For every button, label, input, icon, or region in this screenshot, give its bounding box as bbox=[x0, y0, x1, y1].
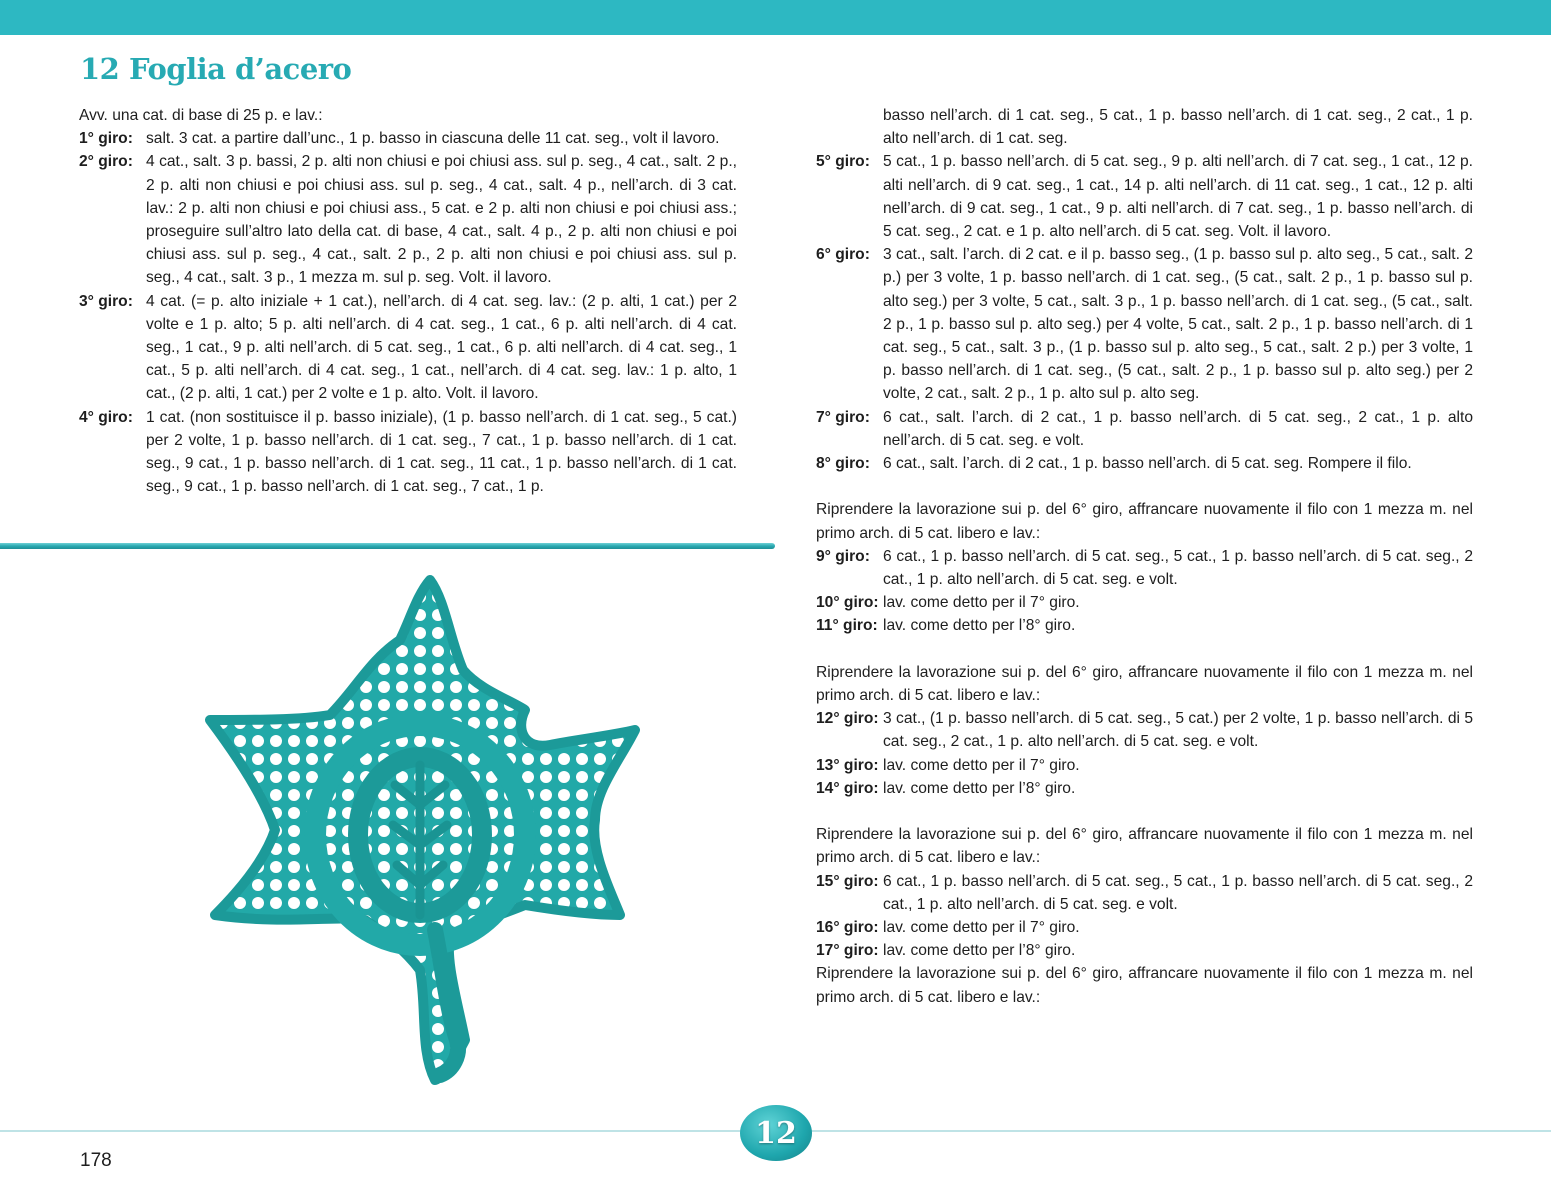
left-column bbox=[79, 104, 737, 498]
page-number: 178 bbox=[80, 1150, 112, 1171]
round-row bbox=[816, 870, 1473, 916]
round-text: 3 cat., salt. l’arch. di 2 cat. e il p. basso seg., (1 p. basso sul p. alto seg., 5 cat., salt. 2 p.) per 3 volte, 1 p. basso nell’arch. di 1 cat. seg., (5 cat., salt. 2 p., 1 p. basso sul p. alto seg.) per 3 volte, 5 cat., salt. 3 p., 1 p. basso nell’arch. di 1 cat. seg., (5 cat., salt. 2 p., 1 p. basso sul p. alto seg.) per 4 volte, 5 cat., salt. 2 p., 1 p. basso nell’arch. di 1 cat. seg., 5 cat., salt. 3 p., (1 p. basso sul p. alto seg., 5 cat., salt. 2 p.) per 3 volte, 1 p. basso nell’arch. di 1 cat. seg., (5 cat., salt. 2 p., 1 p. basso sul p. alto seg.) per 2 volte, 2 cat., salt. 2 p., 1 p. alto sul p. alto seg. bbox=[883, 246, 1473, 403]
badge-number: 12 bbox=[755, 1115, 797, 1151]
round-label: 15° giro: bbox=[816, 872, 879, 890]
round-label: 10° giro: bbox=[816, 594, 879, 612]
continued-text: basso nell’arch. di 1 cat. seg., 5 cat., 1 p. basso nell’arch. di 1 cat. seg., 2 cat., 1 p. alto nell’arch. di 1 cat. seg. bbox=[883, 107, 1473, 148]
resume-text: Riprendere la lavorazione sui p. del 6° giro, affrancare nuovamente il filo con 1 mezza m. nel primo arch. di 5 cat. libero e lav.: bbox=[816, 965, 1473, 1006]
round-label: 2° giro: bbox=[79, 153, 133, 171]
round-label: 11° giro: bbox=[816, 617, 878, 635]
round-row bbox=[816, 707, 1473, 753]
round-text: lav. come detto per il 7° giro. bbox=[883, 594, 1080, 612]
pattern-number-badge bbox=[740, 1105, 812, 1161]
round-text: lav. come detto per il 7° giro. bbox=[883, 919, 1080, 937]
round-label: 17° giro: bbox=[816, 942, 879, 960]
round-text: salt. 3 cat. a partire dall’unc., 1 p. basso in ciascuna delle 11 cat. seg., volt il lavoro. bbox=[146, 130, 720, 148]
round-row bbox=[816, 545, 1473, 591]
round-row bbox=[816, 150, 1473, 243]
round-text: lav. come detto per l’8° giro. bbox=[883, 617, 1076, 635]
right-column bbox=[816, 104, 1473, 1009]
round-row bbox=[79, 406, 737, 499]
round-label: 1° giro: bbox=[79, 130, 133, 148]
top-color-band bbox=[0, 0, 1551, 35]
round-row bbox=[79, 290, 737, 406]
round-row bbox=[816, 916, 1473, 939]
round-label: 14° giro: bbox=[816, 779, 879, 797]
round-row bbox=[816, 406, 1473, 452]
round-row bbox=[816, 777, 1473, 800]
round-row bbox=[79, 150, 737, 289]
round-text: 6 cat., salt. l’arch. di 2 cat., 1 p. basso nell’arch. di 5 cat. seg., 2 cat., 1 p. alto nell’arch. di 5 cat. seg. e volt. bbox=[883, 408, 1473, 449]
round-row bbox=[79, 127, 737, 150]
round-row bbox=[816, 939, 1473, 962]
round-label: 3° giro: bbox=[79, 292, 133, 310]
resume-text: Riprendere la lavorazione sui p. del 6° giro, affrancare nuovamente il filo con 1 mezza m. nel primo arch. di 5 cat. libero e lav.: bbox=[816, 826, 1473, 867]
resume-text: Riprendere la lavorazione sui p. del 6° giro, affrancare nuovamente il filo con 1 mezza m. nel primo arch. di 5 cat. libero e lav.: bbox=[816, 501, 1473, 542]
resume-text: Riprendere la lavorazione sui p. del 6° giro, affrancare nuovamente il filo con 1 mezza m. nel primo arch. di 5 cat. libero e lav.: bbox=[816, 663, 1473, 705]
round-text: 6 cat., salt. l’arch. di 2 cat., 1 p. basso nell’arch. di 5 cat. seg. Rompere il filo. bbox=[883, 455, 1412, 473]
round-row bbox=[816, 614, 1473, 637]
round-text: 5 cat., 1 p. basso nell’arch. di 5 cat. seg., 9 p. alti nell’arch. di 7 cat. seg., 1 cat., 12 p. alti nell’arch. di 9 cat. seg., 1 cat., 14 p. alti nell’arch. di 11 cat. seg., 1 cat., 12 p. alti nell’arch. di 9 cat. seg., 1 cat., 9 p. alti nell’arch. di 7 cat. seg., 1 p. basso nell’arch. di 5 cat. seg., 2 cat. e 1 p. alto nell’arch. di 5 cat. seg. Volt. il lavoro. bbox=[883, 153, 1473, 241]
paragraph-gap bbox=[816, 800, 1473, 823]
round-label: 5° giro: bbox=[816, 153, 870, 171]
round-label: 8° giro: bbox=[816, 455, 870, 473]
page-title: 12 Foglia d’acero bbox=[80, 52, 352, 86]
round-label: 7° giro: bbox=[816, 408, 870, 426]
round-label: 6° giro: bbox=[816, 246, 870, 264]
round-row bbox=[816, 243, 1473, 405]
round-text: lav. come detto per l’8° giro. bbox=[883, 942, 1076, 960]
round-text: lav. come detto per il 7° giro. bbox=[883, 756, 1080, 774]
round-text: 4 cat. (= p. alto iniziale + 1 cat.), nell’arch. di 4 cat. seg. lav.: (2 p. alti, 1 cat.) per 2 volte e 1 p. alto; 5 p. alti nell’arch. di 4 cat. seg., 1 cat., 6 p. alti nell’arch. di 4 cat. seg., 1 cat., 9 p. alti nell’arch. di 5 cat. seg., 1 cat., 6 p. alti nell’arch. di 4 cat. seg., 1 cat., 5 p. alti nell’arch. di 4 cat. seg., 1 cat., nell’arch. di 4 cat. seg. lav.: 1 p. alto, 1 cat., (2 p. alti, 1 cat.) per 2 volte e 1 p. alto. Volt. il lavoro. bbox=[146, 292, 737, 403]
round-text: 4 cat., salt. 3 p. bassi, 2 p. alti non chiusi e poi chiusi ass. sul p. seg., 4 cat., salt. 2 p., 2 p. alti non chiusi e poi chiusi ass. sul p. seg., 4 cat., salt. 4 p., nell’arch. di 3 cat. lav.: 2 p. alti non chiusi e poi chiusi ass., 5 cat. e 2 p. alti non chiusi e poi chiusi ass.; proseguire sull’altro lato della cat. di base, 4 cat., salt. 4 p., 2 p. alti non chiusi e poi chiusi ass. sul p. seg., 4 cat., salt. 2 p., 2 p. alti non chiusi e poi chiusi ass. sul p. seg., 4 cat., salt. 3 p., 1 mezza m. sul p. seg. Volt. il lavoro. bbox=[146, 153, 737, 287]
round-row bbox=[816, 452, 1473, 475]
paragraph-gap bbox=[816, 638, 1473, 661]
round-row bbox=[816, 591, 1473, 614]
intro-text: Avv. una cat. di base di 25 p. e lav.: bbox=[79, 107, 323, 124]
maple-leaf-illustration bbox=[195, 570, 645, 1090]
round-label: 16° giro: bbox=[816, 919, 879, 937]
round-label: 13° giro: bbox=[816, 756, 879, 774]
round-row bbox=[816, 754, 1473, 777]
round-label: 9° giro: bbox=[816, 547, 870, 565]
round-label: 12° giro: bbox=[816, 710, 879, 728]
round-label: 4° giro: bbox=[79, 408, 133, 426]
paragraph-gap bbox=[816, 475, 1473, 498]
round-text: 3 cat., (1 p. basso nell’arch. di 5 cat. seg., 5 cat.) per 2 volte, 1 p. basso nell’arch. di 5 cat. seg., 2 cat., 1 p. alto nell’arch. di 5 cat. seg. e volt. bbox=[883, 710, 1473, 751]
round-text: lav. come detto per l’8° giro. bbox=[883, 779, 1076, 797]
yarn-divider bbox=[0, 543, 775, 549]
round-text: 1 cat. (non sostituisce il p. basso iniziale), (1 p. basso nell’arch. di 1 cat. seg., 5 cat.) per 2 volte, 1 p. basso nell’arch. di 1 cat. seg., 7 cat., 1 p. basso nell’arch. di 1 cat. seg., 9 cat., 1 p. basso nell’arch. di 1 cat. seg., 11 cat., 1 p. basso nell’arch. di 1 cat. seg., 9 cat., 1 p. basso nell’arch. di 1 cat. seg., 7 cat., 1 p. bbox=[146, 408, 737, 496]
round-text: 6 cat., 1 p. basso nell’arch. di 5 cat. seg., 5 cat., 1 p. basso nell’arch. di 5 cat. seg., 2 cat., 1 p. alto nell’arch. di 5 cat. seg. e volt. bbox=[883, 547, 1473, 589]
round-text: 6 cat., 1 p. basso nell’arch. di 5 cat. seg., 5 cat., 1 p. basso nell’arch. di 5 cat. seg., 2 cat., 1 p. alto nell’arch. di 5 cat. seg. e volt. bbox=[883, 872, 1473, 913]
